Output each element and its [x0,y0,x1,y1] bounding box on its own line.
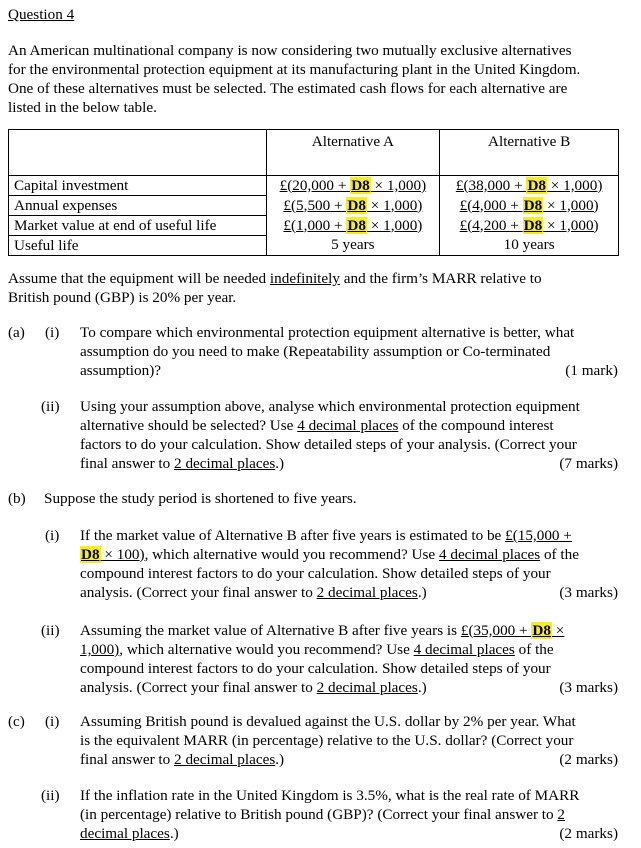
d8-highlight: D8 [527,176,546,194]
table-row [9,196,619,216]
header-alternative-b: Alternative B [440,130,619,176]
sub-ii-label: (ii) [41,787,60,804]
intro-line: One of these alternatives must be selected. The estimated cash flows for each alternative are [8,80,568,97]
mark-label: (2 marks) [559,751,618,768]
sub-ii-label: (ii) [41,398,60,415]
cell-b-life: 10 years [440,236,619,256]
part-b-label: (b) [8,490,26,507]
d8-highlight: D8 [523,196,543,214]
assumption-paragraph: Assume that the equipment will be needed indefinitely and the firm’s MARR relative to British pound (GBP) is 20% per year. [8,270,542,306]
d8-highlight: D8 [81,546,100,563]
intro-line: An American multinational company is now considering two mutually exclusive alternatives [8,42,572,59]
question-title: Question 4 [8,6,75,23]
sub-ii-label: (ii) [41,622,60,639]
cash-flow-table [8,129,619,256]
part-b-i-text: If the market value of Alternative B after five years is estimated to be £(15,000 + D8 × 100), which alternative would you recommend? Use 4 decimal places of the compound interest factors to do your calculation. Show detailed steps of your analysis. (Correct your final answer to 2 decimal places.) (3 marks) [80,527,618,601]
row-label: Useful life [9,236,267,256]
part-c-label: (c) [8,713,25,730]
table-header-row [9,130,619,176]
table-row [9,176,619,196]
table-row [9,236,619,256]
part-a-i-text: To compare which environmental protection equipment alternative is better, what assumption do you need to make (Repeatability assumption or Co-terminated assumption)? (1 mark) [80,324,618,379]
mark-label: (3 marks) [559,679,618,696]
intro-line: listed in the below table. [8,99,157,116]
intro-paragraph [8,41,619,117]
mark-label: (1 mark) [565,362,618,379]
cell-b-annual: £(4,000 + D8 × 1,000) [440,196,619,216]
sub-i-label: (i) [45,713,60,730]
sub-i-label: (i) [45,324,60,341]
d8-highlight: D8 [347,196,366,214]
table-row [9,216,619,236]
cell-a-capital: £(20,000 + D8 × 1,000) [266,176,440,196]
d8-highlight: D8 [532,622,551,639]
part-b-intro: Suppose the study period is shortened to five years. [44,490,357,507]
row-label: Annual expenses [9,196,267,216]
d8-highlight: D8 [523,216,543,234]
intro-line: for the environmental protection equipment at its manufacturing plant in the United Kingdom. [8,61,581,78]
row-label: Capital investment [9,176,267,196]
table-corner-cell [9,130,267,176]
part-a-ii-text: Using your assumption above, analyse which environmental protection equipment alternative should be selected? Use 4 decimal places of the compound interest factors to do your calculation. Show detailed steps of your analysis. (Correct your final answer to 2 decimal places.) (7 marks) [80,398,618,472]
part-c-i-text: Assuming British pound is devalued against the U.S. dollar by 2% per year. What is the equivalent MARR (in percentage) relative to the U.S. dollar? (Correct your final answer to 2 decimal places.) (2 marks) [80,713,618,768]
row-label: Market value at end of useful life [9,216,267,236]
mark-label: (7 marks) [559,455,618,472]
cell-b-capital: £(38,000 + D8 × 1,000) [440,176,619,196]
part-a-label: (a) [8,324,25,341]
d8-highlight: D8 [347,216,366,234]
part-b-ii-text: Assuming the market value of Alternative B after five years is £(35,000 + D8 × 1,000), which alternative would you recommend? Use 4 decimal places of the compound interest factors to do your calculation. Show detailed steps of your analysis. (Correct your final answer to 2 decimal places.) (3 marks) [80,622,618,696]
d8-highlight: D8 [351,176,370,194]
header-alternative-a: Alternative A [266,130,440,176]
indefinitely-text: indefinitely [269,270,340,287]
sub-i-label: (i) [45,527,60,544]
cell-a-annual: £(5,500 + D8 × 1,000) [266,196,440,216]
cell-b-market: £(4,200 + D8 × 1,000) [440,216,619,236]
mark-label: (2 marks) [559,825,618,842]
mark-label: (3 marks) [559,584,618,601]
part-c-ii-text: If the inflation rate in the United Kingdom is 3.5%, what is the real rate of MARR (in percentage) relative to British pound (GBP)? (Correct your final answer to 2 decimal places.) (2 marks) [80,787,618,842]
cell-a-life: 5 years [266,236,440,256]
cell-a-market: £(1,000 + D8 × 1,000) [266,216,440,236]
